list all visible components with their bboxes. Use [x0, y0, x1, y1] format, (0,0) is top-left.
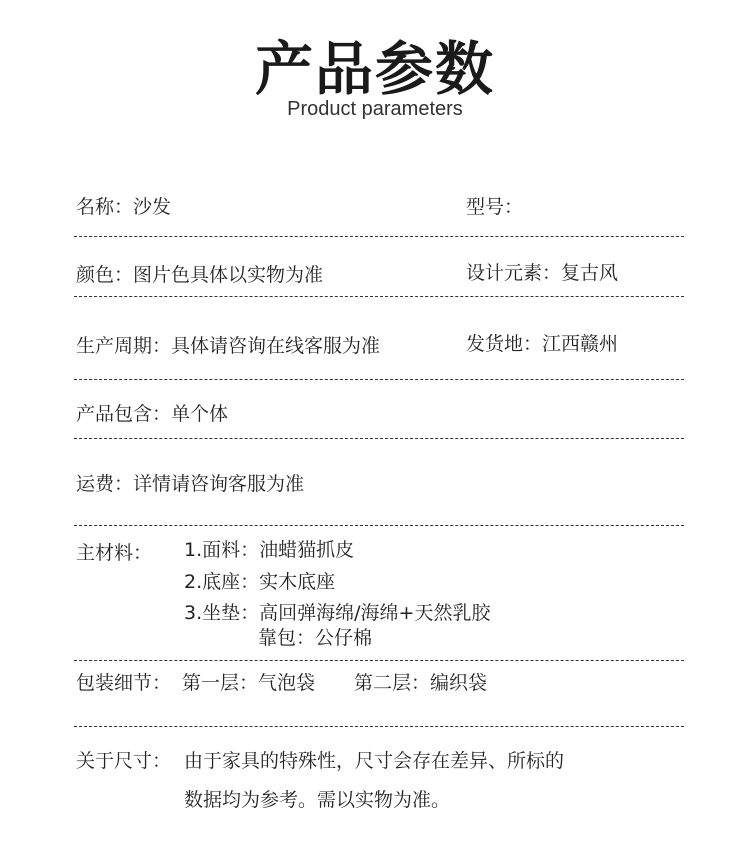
divider — [74, 379, 684, 380]
size-note-label: 关于尺寸： — [76, 750, 172, 772]
package-contents-field: 产品包含：单个体 — [76, 403, 229, 425]
material-cushion: 3.坐垫：高回弹海绵/海绵+天然乳胶 — [184, 602, 491, 624]
packaging-label: 包装细节： — [76, 672, 172, 694]
design-element-field: 设计元素：复古风 — [466, 262, 619, 284]
material-pillow: 靠包：公仔棉 — [258, 627, 373, 649]
freight-field: 运费：详情请咨询客服为准 — [76, 473, 305, 495]
name-field: 名称：沙发 — [76, 196, 172, 218]
ship-from-field: 发货地：江西赣州 — [466, 333, 619, 355]
production-cycle-field: 生产周期：具体请咨询在线客服为准 — [76, 335, 381, 357]
color-field: 颜色：图片色具体以实物为准 — [76, 264, 324, 286]
divider — [74, 438, 684, 439]
packaging-layer-2: 第二层：编织袋 — [354, 672, 488, 694]
model-field: 型号： — [466, 196, 524, 218]
page-subtitle: Product parameters — [287, 98, 463, 120]
divider — [74, 525, 684, 526]
packaging-layer-1: 第一层：气泡袋 — [182, 672, 316, 694]
divider — [74, 726, 684, 727]
size-note-line-1: 由于家具的特殊性，尺寸会存在差异、所标的 — [184, 750, 565, 772]
size-note-line-2: 数据均为参考。需以实物为准。 — [184, 789, 451, 811]
material-base: 2.底座：实木底座 — [184, 571, 336, 593]
divider — [74, 296, 684, 297]
materials-label: 主材料： — [76, 542, 153, 564]
divider — [74, 236, 684, 237]
divider — [74, 660, 684, 661]
page-title: 产品参数 — [254, 35, 495, 103]
material-fabric: 1.面料：油蜡猫抓皮 — [184, 539, 355, 561]
